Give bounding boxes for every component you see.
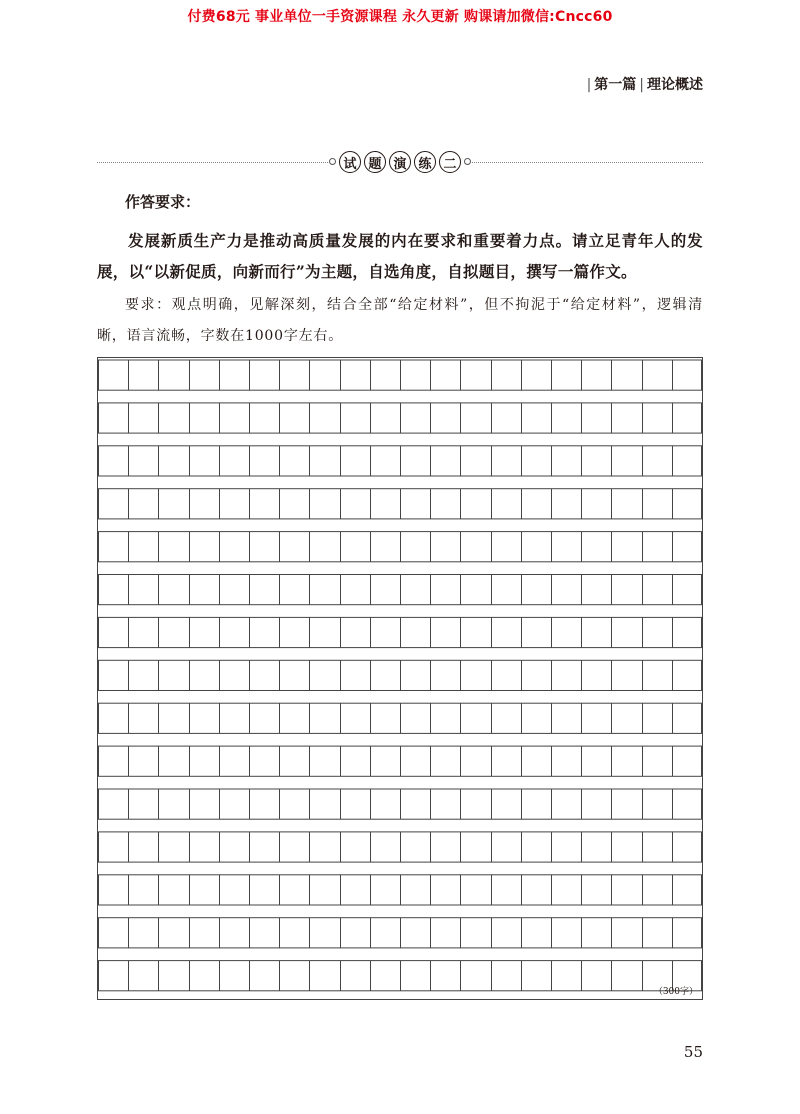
grid-row bbox=[99, 360, 702, 390]
watermark-banner: 付费68元 事业单位一手资源课程 永久更新 购课请加微信:Cncc60 bbox=[187, 9, 613, 25]
grid-row bbox=[99, 875, 702, 905]
ornament-dot-right bbox=[464, 158, 471, 165]
writing-grid bbox=[97, 357, 703, 1000]
grid-row bbox=[99, 832, 702, 862]
grid-row bbox=[99, 789, 702, 819]
essay-requirement: 要求：观点明确，见解深刻，结合全部“给定材料”，但不拘泥于“给定材料”，逻辑清晰，语言流畅，字数在1000字左右。 bbox=[97, 297, 703, 344]
section-title-chars bbox=[339, 151, 461, 175]
grid-row bbox=[99, 703, 702, 733]
ornament-dot-left bbox=[329, 158, 336, 165]
grid-row bbox=[99, 575, 702, 605]
answer-heading: 作答要求： bbox=[125, 193, 201, 211]
page-number: 55 bbox=[683, 1043, 703, 1061]
running-head-chapter: 理论概述 bbox=[647, 77, 703, 93]
section-title-char: 演 bbox=[389, 151, 411, 173]
writing-grid-lines bbox=[98, 358, 702, 999]
grid-row bbox=[99, 918, 702, 948]
separator-bar: | bbox=[639, 77, 644, 93]
running-head bbox=[584, 74, 703, 94]
grid-row bbox=[99, 403, 702, 433]
running-head-part: 第一篇 bbox=[594, 77, 637, 93]
section-title-char: 题 bbox=[364, 151, 386, 173]
grid-row bbox=[99, 617, 702, 647]
separator-bar: | bbox=[586, 77, 592, 93]
section-title-char: 试 bbox=[339, 151, 361, 173]
grid-row bbox=[99, 660, 702, 690]
dotted-rule-right bbox=[472, 162, 703, 163]
grid-row bbox=[99, 489, 702, 519]
section-title bbox=[97, 151, 703, 175]
section-title-char: 练 bbox=[414, 151, 436, 173]
grid-row bbox=[99, 746, 702, 776]
section-title-char: 二 bbox=[439, 151, 461, 173]
grid-row bbox=[99, 532, 702, 562]
dotted-rule-left bbox=[97, 162, 328, 163]
essay-prompt: 发展新质生产力是推动高质量发展的内在要求和重要着力点。请立足青年人的发展，以“以新促质，向新而行”为主题，自选角度，自拟题目，撰写一篇作文。 bbox=[97, 231, 703, 281]
grid-row bbox=[99, 961, 702, 991]
word-count-label: （300字） bbox=[653, 987, 698, 997]
grid-row bbox=[99, 446, 702, 476]
